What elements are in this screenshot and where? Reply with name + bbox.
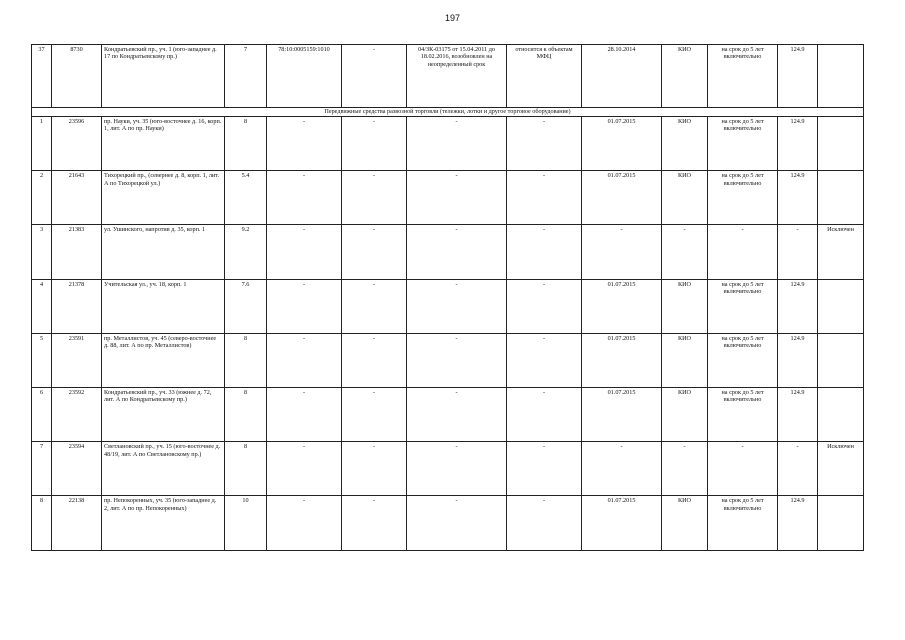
cell-id: 21378 (52, 279, 102, 333)
cell-org: КИО (662, 387, 708, 441)
cell-contract: - (407, 333, 507, 387)
cell-address: Учительская ул., уч. 18, корп. 1 (102, 279, 225, 333)
cell-num: 37 (32, 45, 52, 108)
cell-col6: - (342, 387, 407, 441)
cell-col6: - (342, 117, 407, 171)
cell-num: 1 (32, 117, 52, 171)
cell-area: 10 (225, 496, 267, 550)
cell-area: 7 (225, 45, 267, 108)
cell-note: - (507, 225, 582, 279)
cell-date: - (582, 225, 662, 279)
cell-note: - (507, 117, 582, 171)
cell-address: ул. Ушинского, напротив д. 35, корп. 1 (102, 225, 225, 279)
cell-status: Исключен (818, 442, 864, 496)
cell-address: пр. Науки, уч. 35 (юго-восточнее д. 16, корп. 1, лит. А по пр. Науки) (102, 117, 225, 171)
cell-code: 124.9 (778, 117, 818, 171)
table-row (32, 117, 864, 171)
table-row (32, 225, 864, 279)
cell-org: КИО (662, 171, 708, 225)
cell-num: 3 (32, 225, 52, 279)
cell-id: 23596 (52, 117, 102, 171)
cell-address: Кондратьевский пр., уч. 33 (южнее д. 72, лит. А по Кондратьевскому пр.) (102, 387, 225, 441)
cell-col6: - (342, 279, 407, 333)
cell-contract: 04/ЗК-03175 от 15.04.2011 до 18.02.2016, возобновлен на неопределенный срок (407, 45, 507, 108)
cell-col6: - (342, 171, 407, 225)
table-row (32, 45, 864, 108)
cell-status (818, 387, 864, 441)
cell-num: 4 (32, 279, 52, 333)
cell-area: 8 (225, 442, 267, 496)
cell-status (818, 45, 864, 108)
cell-cadastral: - (267, 387, 342, 441)
cell-col6: - (342, 442, 407, 496)
cell-date: 01.07.2015 (582, 387, 662, 441)
cell-status (818, 117, 864, 171)
cell-code: 124.9 (778, 279, 818, 333)
cell-term: на срок до 5 лет включительно (708, 45, 778, 108)
cell-term: на срок до 5 лет включительно (708, 279, 778, 333)
cell-contract: - (407, 442, 507, 496)
cell-org: КИО (662, 45, 708, 108)
cell-id: 23591 (52, 333, 102, 387)
cell-note: - (507, 387, 582, 441)
cell-note: - (507, 279, 582, 333)
cell-org: КИО (662, 496, 708, 550)
cell-area: 9.2 (225, 225, 267, 279)
cell-num: 5 (32, 333, 52, 387)
cell-num: 6 (32, 387, 52, 441)
cell-note: - (507, 333, 582, 387)
cell-cadastral: - (267, 117, 342, 171)
cell-id: 21643 (52, 171, 102, 225)
table-row (32, 442, 864, 496)
cell-id: 22138 (52, 496, 102, 550)
cell-cadastral: - (267, 333, 342, 387)
cell-org: - (662, 442, 708, 496)
cell-org: КИО (662, 333, 708, 387)
cell-term: на срок до 5 лет включительно (708, 333, 778, 387)
cell-address: Светлановский пр., уч. 15 (юго-восточнее д. 48/19, лит. А по Светлановскому пр.) (102, 442, 225, 496)
cell-org: КИО (662, 279, 708, 333)
cell-org: - (662, 225, 708, 279)
cell-term: - (708, 225, 778, 279)
section-header-row (32, 108, 864, 117)
cell-note: относится к объектам МФЦ (507, 45, 582, 108)
table-row (32, 333, 864, 387)
cell-code: - (778, 442, 818, 496)
cell-date: 01.07.2015 (582, 496, 662, 550)
table-row (32, 171, 864, 225)
cell-term: на срок до 5 лет включительно (708, 171, 778, 225)
cell-term: на срок до 5 лет включительно (708, 496, 778, 550)
cell-status (818, 171, 864, 225)
cell-area: 8 (225, 333, 267, 387)
table-row (32, 496, 864, 550)
cell-id: 23592 (52, 387, 102, 441)
cell-code: 124.9 (778, 387, 818, 441)
cell-cadastral: - (267, 171, 342, 225)
cell-contract: - (407, 279, 507, 333)
cell-status (818, 496, 864, 550)
cell-note: - (507, 442, 582, 496)
cell-col6: - (342, 225, 407, 279)
table-row (32, 387, 864, 441)
cell-address: Тихорецкий пр., (севернее д. 8, корп. 1, лит. А по Тихорецкой ул.) (102, 171, 225, 225)
cell-cadastral: - (267, 442, 342, 496)
cell-id: 8730 (52, 45, 102, 108)
cell-term: - (708, 442, 778, 496)
cell-date: 01.07.2015 (582, 171, 662, 225)
cell-contract: - (407, 496, 507, 550)
cell-cadastral: - (267, 496, 342, 550)
cell-col6: - (342, 45, 407, 108)
cell-code: 124.9 (778, 171, 818, 225)
cell-contract: - (407, 225, 507, 279)
page-number: 197 (444, 13, 461, 23)
cell-date: 01.07.2015 (582, 279, 662, 333)
cell-date: - (582, 442, 662, 496)
cell-status (818, 279, 864, 333)
cell-term: на срок до 5 лет включительно (708, 117, 778, 171)
table-row (32, 279, 864, 333)
cell-cadastral: - (267, 225, 342, 279)
cell-address: пр. Металлистов, уч. 45 (северо-восточнее д. 88, лит. А по пр. Металлистов) (102, 333, 225, 387)
cell-contract: - (407, 387, 507, 441)
cell-status (818, 333, 864, 387)
cell-date: 01.07.2015 (582, 117, 662, 171)
cell-note: - (507, 496, 582, 550)
cell-area: 8 (225, 117, 267, 171)
cell-date: 01.07.2015 (582, 333, 662, 387)
cell-date: 28.10.2014 (582, 45, 662, 108)
cell-note: - (507, 171, 582, 225)
cell-code: 124.9 (778, 333, 818, 387)
cell-term: на срок до 5 лет включительно (708, 387, 778, 441)
cell-contract: - (407, 117, 507, 171)
section-title: Передвижные средства развозной торговли (тележки, лотки и другое торговое оборудование) (32, 108, 864, 117)
cell-address: пр. Непокоренных, уч. 35 (юго-западнее д. 2, лит. А по пр. Непокоренных) (102, 496, 225, 550)
cell-id: 23594 (52, 442, 102, 496)
cell-area: 8 (225, 387, 267, 441)
cell-num: 8 (32, 496, 52, 550)
cell-id: 21383 (52, 225, 102, 279)
cell-code: 124.9 (778, 45, 818, 108)
cell-address: Кондратьевский пр., уч. 1 (юго-западнее д. 17 по Кондратьевскому пр.) (102, 45, 225, 108)
cell-cadastral: - (267, 279, 342, 333)
cell-cadastral: 78:10:0005159:1010 (267, 45, 342, 108)
cell-num: 2 (32, 171, 52, 225)
cell-code: 124.9 (778, 496, 818, 550)
cell-status: Исключен (818, 225, 864, 279)
cell-col6: - (342, 496, 407, 550)
cell-area: 5.4 (225, 171, 267, 225)
cell-num: 7 (32, 442, 52, 496)
cell-col6: - (342, 333, 407, 387)
cell-org: КИО (662, 117, 708, 171)
cell-contract: - (407, 171, 507, 225)
document-table (31, 44, 864, 551)
cell-code: - (778, 225, 818, 279)
cell-area: 7.6 (225, 279, 267, 333)
